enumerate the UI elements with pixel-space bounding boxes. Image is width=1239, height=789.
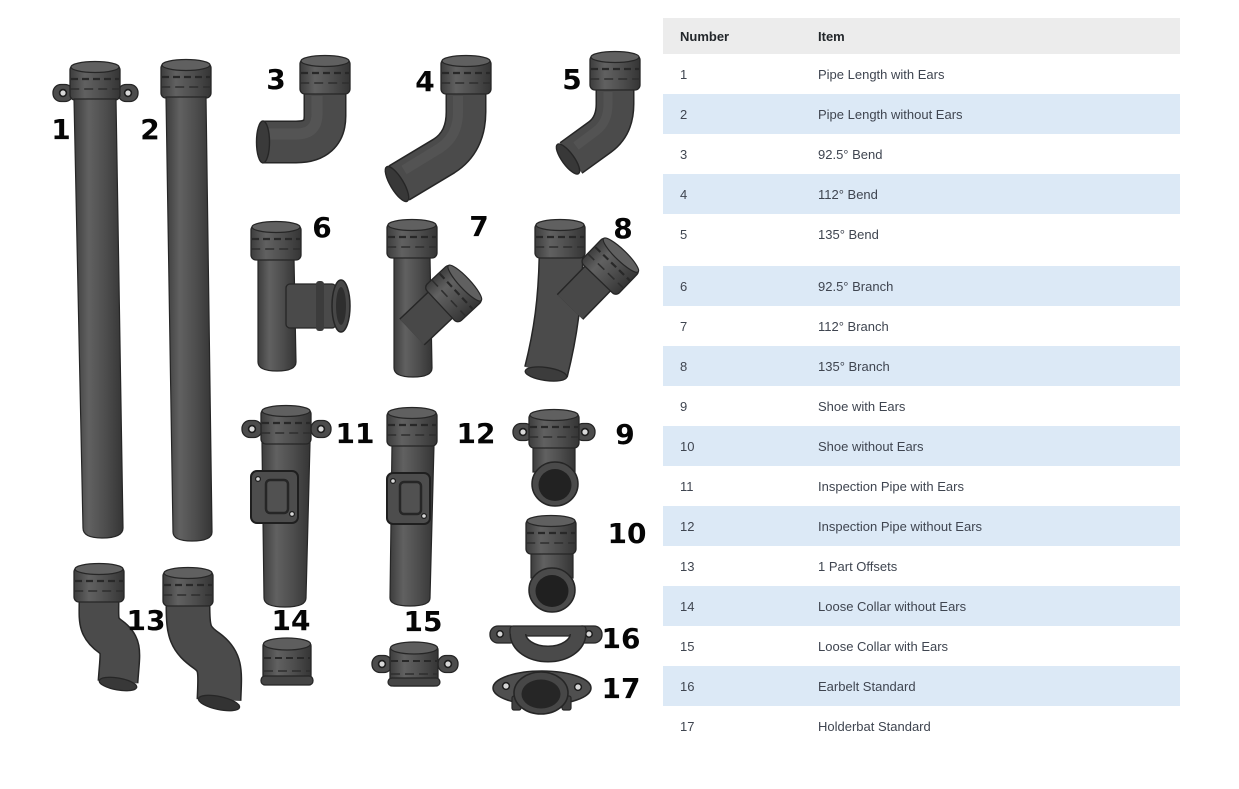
figure-inspection-pipe-without-ears bbox=[387, 408, 437, 607]
table-header-row bbox=[663, 18, 1180, 54]
row-number: 10 bbox=[680, 438, 695, 454]
table-row bbox=[663, 586, 1180, 626]
row-number: 2 bbox=[680, 106, 688, 122]
table-row bbox=[663, 626, 1180, 666]
table-row bbox=[663, 506, 1180, 546]
row-number: 15 bbox=[680, 638, 695, 654]
row-item: Pipe Length without Ears bbox=[818, 106, 963, 122]
table-row bbox=[663, 386, 1180, 426]
row-item: Inspection Pipe with Ears bbox=[818, 478, 964, 494]
table-row bbox=[663, 214, 1180, 254]
diagram-label-14: 14 bbox=[271, 604, 311, 637]
diagram-label-12: 12 bbox=[456, 417, 496, 450]
row-number: 4 bbox=[680, 186, 688, 202]
row-number: 11 bbox=[680, 478, 694, 494]
figure-shoe-with-ears bbox=[513, 410, 595, 507]
diagram-label-7: 7 bbox=[469, 210, 489, 243]
figure-112-bend bbox=[381, 56, 491, 205]
diagram-label-4: 4 bbox=[415, 65, 435, 98]
row-item: 112° Branch bbox=[818, 318, 889, 334]
table-row bbox=[663, 134, 1180, 174]
diagram-label-8: 8 bbox=[613, 212, 633, 245]
figure-inspection-pipe-with-ears bbox=[242, 406, 331, 608]
diagram-label-10: 10 bbox=[607, 517, 647, 550]
figure-holderbat-standard bbox=[493, 671, 591, 714]
figure-loose-collar-with-ears bbox=[372, 642, 458, 686]
row-number: 6 bbox=[680, 278, 688, 294]
table-row bbox=[663, 306, 1180, 346]
row-item: Pipe Length with Ears bbox=[818, 66, 945, 82]
row-number: 12 bbox=[680, 518, 695, 534]
diagram-label-3: 3 bbox=[266, 63, 286, 96]
table-row bbox=[663, 426, 1180, 466]
figure-shoe-without-ears bbox=[526, 516, 576, 613]
table-row bbox=[663, 94, 1180, 134]
diagram-label-17: 17 bbox=[601, 672, 641, 705]
items-table bbox=[663, 18, 1180, 784]
diagram-label-2: 2 bbox=[140, 113, 160, 146]
row-item: 135° Branch bbox=[818, 358, 890, 374]
row-item: Earbelt Standard bbox=[818, 678, 916, 694]
row-number: 17 bbox=[680, 718, 695, 734]
row-number: 8 bbox=[680, 358, 688, 374]
row-number: 14 bbox=[680, 598, 695, 614]
row-item: Inspection Pipe without Ears bbox=[818, 518, 983, 534]
table-row bbox=[663, 666, 1180, 706]
row-item: Shoe without Ears bbox=[818, 438, 924, 454]
figure-1-part-offsets bbox=[74, 564, 241, 714]
figure-earbelt-standard bbox=[490, 626, 602, 654]
diagram-label-13: 13 bbox=[126, 604, 166, 637]
header-number: Number bbox=[680, 28, 730, 44]
diagram-label-6: 6 bbox=[312, 211, 332, 244]
diagram-label-16: 16 bbox=[601, 622, 641, 655]
row-number: 9 bbox=[680, 398, 688, 414]
diagram-label-5: 5 bbox=[562, 63, 582, 96]
table-row bbox=[663, 266, 1180, 306]
row-number: 16 bbox=[680, 678, 695, 694]
table-row bbox=[663, 54, 1180, 94]
header-item: Item bbox=[818, 28, 845, 44]
table-row bbox=[663, 706, 1180, 746]
row-number: 3 bbox=[680, 146, 688, 162]
table-row bbox=[663, 346, 1180, 386]
figure-112-branch bbox=[387, 220, 486, 378]
diagram-label-1: 1 bbox=[51, 113, 71, 146]
row-item: 112° Bend bbox=[818, 186, 878, 202]
row-number: 5 bbox=[680, 226, 688, 242]
row-item: Loose Collar without Ears bbox=[818, 598, 967, 614]
figure-pipe-length-without-ears bbox=[161, 60, 212, 542]
row-item: Shoe with Ears bbox=[818, 398, 906, 414]
table-row bbox=[663, 174, 1180, 214]
row-item: Loose Collar with Ears bbox=[818, 638, 949, 654]
figure-loose-collar-without-ears bbox=[261, 638, 313, 685]
diagram-label-9: 9 bbox=[615, 418, 635, 451]
table-row bbox=[663, 466, 1180, 506]
row-item: Holderbat Standard bbox=[818, 718, 931, 734]
diagram-label-15: 15 bbox=[403, 605, 443, 638]
row-item: 1 Part Offsets bbox=[818, 558, 898, 574]
row-number: 13 bbox=[680, 558, 695, 574]
diagram-label-11: 11 bbox=[335, 417, 375, 450]
row-number: 7 bbox=[680, 318, 688, 334]
row-item: 92.5° Branch bbox=[818, 278, 894, 294]
row-number: 1 bbox=[680, 66, 688, 82]
table-row bbox=[663, 546, 1180, 586]
figure-92-5-branch bbox=[251, 222, 350, 372]
row-item: 92.5° Bend bbox=[818, 146, 883, 162]
row-item: 135° Bend bbox=[818, 226, 879, 242]
